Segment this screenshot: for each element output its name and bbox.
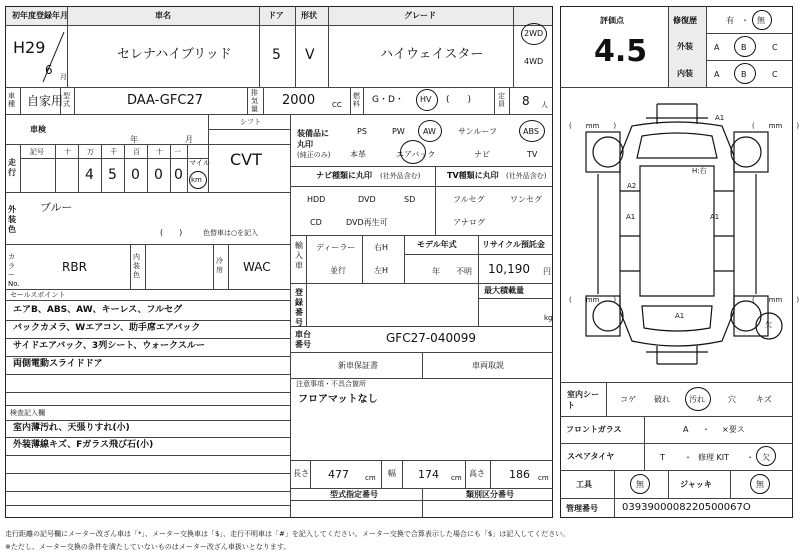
length-unit: cm	[365, 474, 376, 482]
import-lh: 左H	[374, 266, 389, 275]
navi-type-label: ナビ種類に丸印	[316, 171, 372, 180]
mileage-digit: 0	[174, 167, 183, 183]
height: 186	[509, 468, 530, 481]
int-grade-b: B	[741, 70, 747, 79]
spare-sep: ・	[684, 453, 692, 462]
damage-a1-rear: A1	[675, 312, 685, 320]
displacement: 2000	[282, 93, 316, 108]
interior-color-label: 内装色	[133, 253, 140, 279]
color-paren: ( )	[160, 228, 183, 237]
mileage-symbol-label: 記号	[30, 148, 44, 156]
car-name: セレナハイブリッド	[117, 47, 232, 62]
fuel-options: G・D・	[372, 95, 404, 105]
shaken-month-unit: 月	[185, 135, 193, 144]
tv-oneseg: ワンセグ	[510, 195, 542, 204]
tv-type-label: TV種類に丸印	[447, 171, 499, 180]
inspection-line: 外装薄線キズ、Fガラス飛び石(小)	[13, 440, 154, 450]
displacement-label: 排気量	[251, 89, 258, 113]
capacity-unit: 人	[541, 101, 548, 109]
length-label: 長さ	[293, 469, 309, 478]
equip-ps: PS	[357, 127, 367, 136]
mileage-digit: 0	[131, 167, 140, 183]
int-grade-a: A	[714, 70, 720, 79]
score-label: 評価点	[600, 16, 624, 25]
drive-4wd: 4WD	[524, 57, 544, 66]
spare-kit: 修理 KIT	[698, 453, 730, 462]
drive-2wd: 2WD	[524, 29, 544, 38]
model-year-unknown: 不明	[456, 267, 472, 276]
color-number: RBR	[62, 260, 87, 274]
model-code: DAA-GFC27	[127, 93, 203, 108]
ext-grade-c: C	[772, 43, 778, 52]
notes-label: 注意事項・不具合箇所	[296, 380, 366, 388]
first-reg-year: H29	[13, 38, 46, 57]
spare-kake: 欠	[762, 453, 770, 462]
first-reg-month: 6	[45, 63, 53, 77]
cc-unit: CC	[332, 101, 342, 109]
model-label: 型式	[63, 92, 70, 108]
import-dealer: ディーラー	[316, 243, 356, 252]
spare-label: スペアタイヤ	[567, 452, 615, 461]
equip-sunroof: サンルーフ	[458, 127, 497, 136]
fuel-other: ( )	[446, 95, 472, 105]
month-unit: 月	[60, 73, 67, 81]
sales-points-label: セールスポイント	[10, 291, 66, 299]
max-load-unit: kg	[544, 314, 553, 322]
model-year-label: モデル年式	[417, 240, 457, 249]
capacity-label: 定員	[498, 92, 505, 108]
seat-burn: コゲ	[620, 395, 636, 404]
type-designation-label: 型式指定番号	[330, 490, 378, 499]
first-reg-label: 初年度登録年月	[12, 11, 68, 20]
tools-label: 工具	[576, 480, 592, 489]
footer-note-1: 走行距離の記号欄にメーター改ざん車は「*」、メーター交換車は「$」、走行不明車は「#」を記入してください。メーター交換で合算表示した場合にも「$」は記入してください。	[5, 530, 570, 538]
footer-note-2: ※ただし、メーター交換の条件を満たしていないものはメーター改ざん車扱いとなります。	[5, 543, 291, 551]
mgmt-number: 0393900008220500067O	[622, 502, 751, 513]
seat-label: 室内シート	[567, 390, 599, 410]
seat-tear: 破れ	[654, 395, 670, 404]
mm-gauge: ( mm )	[752, 122, 800, 130]
spare-sep2: ・	[746, 453, 754, 462]
width: 174	[418, 468, 439, 481]
new-car-warranty: 新車保証書	[338, 361, 378, 370]
sales-point-line: 両側電動スライドドア	[13, 359, 103, 369]
navi-dvd: DVD	[358, 195, 376, 204]
mm-gauge: ( mm )	[569, 296, 617, 304]
width-label: 幅	[388, 469, 396, 478]
notes-value: フロアマットなし	[298, 394, 378, 405]
mgmt-label: 管理番号	[566, 504, 598, 513]
damage-a1-front: A1	[715, 114, 725, 122]
ext-grade-a: A	[714, 43, 720, 52]
unit-hyaku: 百	[133, 148, 140, 156]
score-value: 4.5	[594, 34, 648, 69]
shaken-label: 車検	[30, 125, 46, 134]
frame-number-label: 車台番号	[295, 330, 311, 349]
length: 477	[328, 468, 349, 481]
unit-man: 万	[87, 148, 94, 156]
damage-a1-left: A1	[626, 213, 636, 221]
tv-type-sub: (社外品含む)	[506, 172, 547, 180]
navi-type-sub: (社外品含む)	[380, 172, 421, 180]
seat-hole: 穴	[728, 395, 736, 404]
door-count: 5	[272, 47, 281, 63]
navi-hdd: HDD	[307, 195, 326, 204]
seat-scratch: キズ	[756, 395, 772, 404]
mm-gauge: ( mm )	[569, 122, 617, 130]
inspection-line: 室内薄汚れ、天張りすれ(小)	[13, 423, 130, 433]
registration-label: 登録番号	[295, 288, 303, 327]
class-number-label: 類別区分番号	[466, 490, 514, 499]
owner-manual: 車両取説	[472, 361, 504, 370]
jack-label: ジャッキ	[680, 480, 712, 489]
repair-yes: 有	[726, 16, 734, 25]
model-year-unit: 年	[432, 267, 440, 276]
damage-a2: A2	[627, 182, 637, 190]
color-change-note: 色替車は○を記入	[203, 229, 259, 237]
repair-none: 無	[757, 16, 765, 25]
mm-gauge: ( mm )	[752, 296, 800, 304]
tools-value: 無	[636, 480, 644, 489]
int-grade-c: C	[772, 70, 778, 79]
fuel-label: 燃料	[353, 92, 360, 108]
damage-a1-right: A1	[710, 213, 720, 221]
spare-t: T	[660, 453, 665, 462]
use-kind: 自家用	[27, 94, 64, 108]
ext-grade-b: B	[741, 43, 747, 52]
door-label: ドア	[268, 11, 284, 20]
body-shape: V	[305, 47, 315, 63]
shaken-year-unit: 年	[130, 135, 138, 144]
import-rh: 右H	[374, 243, 389, 252]
equipment-label: 装備品に丸印	[297, 129, 329, 149]
height-unit: cm	[538, 474, 549, 482]
height-label: 高さ	[469, 469, 485, 478]
recycle-unit: 円	[543, 267, 551, 276]
import-label: 輸入車	[295, 241, 303, 270]
navi-dvd-play: DVD再生可	[346, 218, 388, 227]
equip-leather: 本革	[350, 150, 366, 159]
equip-tv: TV	[527, 150, 538, 159]
unit-juu: 十	[156, 148, 163, 156]
unit-sen: 千	[110, 148, 117, 156]
color-label: 外装色	[8, 205, 16, 234]
mileage-digit: 4	[85, 167, 94, 183]
unit-ichi: 一	[174, 148, 181, 156]
repair-history-label: 修復歴	[673, 16, 697, 25]
kind-label: 車種	[8, 92, 15, 108]
seat-dirt: 汚れ	[689, 395, 705, 404]
equip-navi: ナビ	[474, 150, 490, 159]
recycle-label: リサイクル預託金	[482, 240, 545, 249]
exterior-color: ブルー	[40, 201, 73, 214]
windshield-x: ×要ス	[722, 425, 745, 434]
interior-label: 内装	[677, 69, 693, 78]
unit-juman: 十	[64, 148, 71, 156]
repair-sep: ・	[741, 16, 749, 25]
equip-airbag: エアバック	[396, 150, 436, 159]
tv-fullseg: フルセグ	[453, 195, 485, 204]
inspection-label: 検査記入欄	[10, 409, 45, 417]
mileage-label: 走行	[8, 158, 16, 177]
mile-label: マイル	[189, 159, 210, 167]
sales-point-line: バックカメラ、Wエアコン、助手席エアバック	[13, 323, 201, 333]
max-load-label: 最大積載量	[484, 286, 524, 295]
width-unit: cm	[451, 474, 462, 482]
exterior-label: 外装	[677, 42, 693, 51]
frame-number: GFC27-040099	[386, 331, 476, 345]
tv-analog: アナログ	[453, 218, 485, 227]
capacity: 8	[522, 94, 530, 108]
windshield-label: フロントガラス	[566, 425, 622, 434]
mileage-digit: 5	[108, 167, 117, 183]
shift-label: シフト	[240, 118, 261, 126]
shape-label: 形状	[301, 11, 317, 20]
damage-kake: 欠	[765, 321, 772, 329]
km-unit: km	[191, 176, 202, 184]
equip-pw: PW	[392, 127, 405, 136]
cooling-type: WAC	[243, 260, 271, 274]
equip-abs: ABS	[523, 127, 539, 136]
windshield-sep: ・	[702, 425, 710, 434]
recycle-fee: 10,190	[488, 262, 530, 276]
navi-cd: CD	[310, 218, 322, 227]
grade-label: グレード	[404, 11, 436, 20]
colorno-label: カラーNo.	[8, 253, 20, 288]
grade: ハイウェイスター	[380, 47, 484, 62]
sales-point-line: サイドエアバック、3列シート、ウォークスルー	[13, 341, 205, 351]
jack-value: 無	[756, 480, 764, 489]
damage-hr: H:右	[692, 167, 707, 175]
equip-aw: AW	[423, 127, 436, 136]
fuel-hv: HV	[420, 95, 432, 104]
import-parallel: 並行	[330, 266, 346, 275]
navi-sd: SD	[404, 195, 416, 204]
equipment-sub: (純正のみ)	[297, 151, 331, 159]
cooling-label: 冷房	[216, 257, 223, 274]
windshield-a: A	[683, 425, 689, 434]
shift-value: CVT	[230, 150, 262, 169]
mileage-digit: 0	[154, 167, 163, 183]
car-damage-diagram	[562, 96, 792, 372]
sales-point-line: エアB、ABS、AW、キーレス、フルセグ	[13, 305, 183, 315]
car-name-label: 車名	[155, 11, 171, 20]
